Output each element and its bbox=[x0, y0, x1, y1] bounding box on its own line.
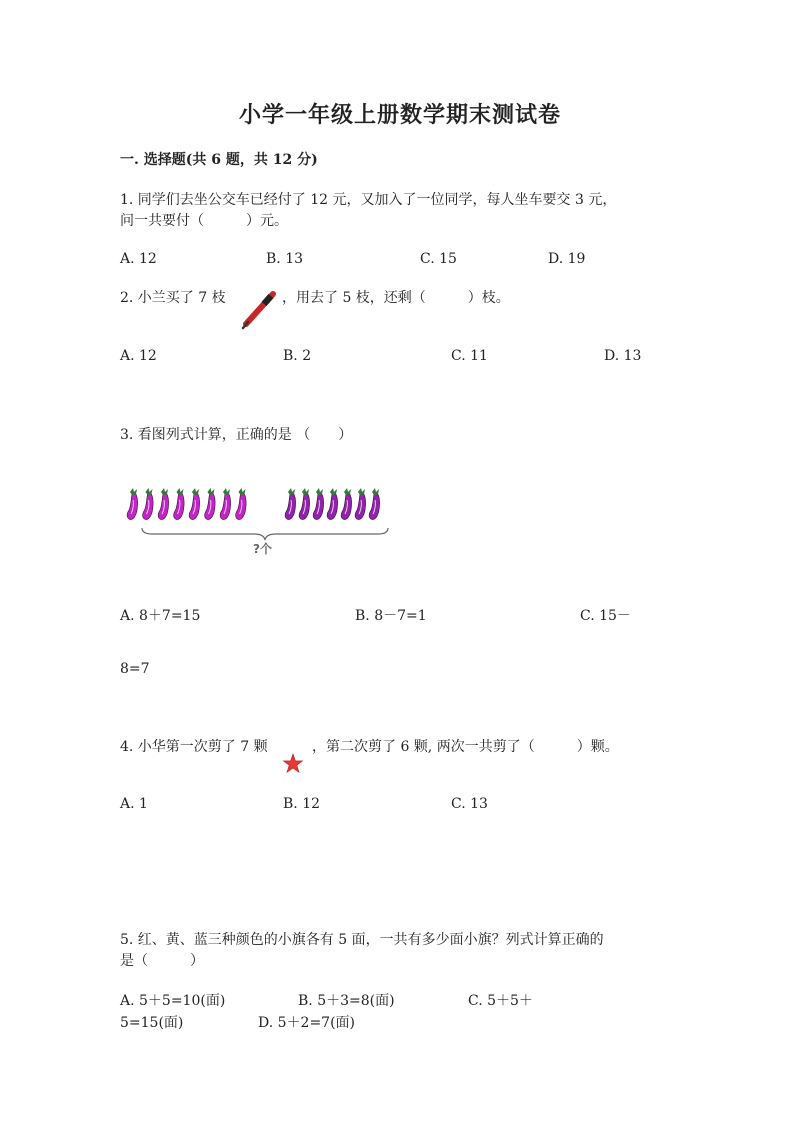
eggplant-icon bbox=[189, 488, 199, 520]
question-5-option-c: C. 5＋5＋ bbox=[468, 993, 533, 1009]
question-4-option-c: C. 13 bbox=[451, 796, 488, 812]
eggplant-icon bbox=[127, 488, 137, 520]
question-2-text-after: ，用去了 5 枝，还剩（ ）枝。 bbox=[282, 290, 510, 306]
question-3-text: 3. 看图列式计算，正确的是 （ ） bbox=[120, 427, 353, 443]
eggplant-icon bbox=[327, 488, 337, 520]
question-5-option-d: D. 5＋2=7(面) bbox=[258, 1015, 356, 1031]
question-5-option-c-continued: 5=15(面) bbox=[120, 1015, 184, 1031]
question-1-line-1: 1. 同学们去坐公交车已经付了 12 元，又加入了一位同学，每人坐车要交 3 元， bbox=[120, 192, 617, 208]
question-2-option-c: C. 11 bbox=[451, 348, 488, 364]
question-4-option-a: A. 1 bbox=[120, 796, 148, 812]
figure-label: ?个 bbox=[253, 542, 272, 556]
page-title: 小学一年级上册数学期末测试卷 bbox=[238, 102, 561, 128]
question-5-option-b: B. 5＋3=8(面) bbox=[298, 993, 395, 1009]
question-3-option-a: A. 8＋7=15 bbox=[120, 608, 201, 624]
eggplant-icon bbox=[313, 488, 323, 520]
question-2-option-a: A. 12 bbox=[120, 348, 157, 364]
eggplant-icon bbox=[341, 488, 351, 520]
eggplant-icon bbox=[236, 488, 246, 520]
question-4-option-b: B. 12 bbox=[283, 796, 321, 812]
question-1-option-d: D. 19 bbox=[548, 251, 586, 267]
question-5-option-a: A. 5＋5=10(面) bbox=[120, 993, 226, 1009]
eggplant-icon bbox=[158, 488, 168, 520]
question-2-text-before: 2. 小兰买了 7 枝 bbox=[120, 290, 226, 306]
eggplant-icon bbox=[355, 488, 365, 520]
question-4-text-before: 4. 小华第一次剪了 7 颗 bbox=[120, 739, 268, 755]
question-2-option-b: B. 2 bbox=[283, 348, 312, 364]
section-heading: 一. 选择题(共 6 题，共 12 分) bbox=[120, 152, 318, 168]
eggplant-figure bbox=[126, 486, 396, 526]
eggplant-icon bbox=[205, 488, 215, 520]
question-1-line-2: 问一共要付（ ）元。 bbox=[120, 213, 288, 229]
question-1-option-a: A. 12 bbox=[120, 251, 157, 267]
eggplant-icon bbox=[220, 488, 230, 520]
pen-icon bbox=[240, 290, 278, 330]
question-4-text-after: ，第二次剪了 6 颗, 两次一共剪了（ ）颗。 bbox=[312, 739, 619, 755]
question-5-line-2: 是（ ） bbox=[120, 953, 204, 969]
eggplant-icon bbox=[174, 488, 184, 520]
question-3-option-c: C. 15－ bbox=[580, 608, 631, 624]
eggplant-icon bbox=[143, 488, 153, 520]
eggplant-icon bbox=[285, 488, 295, 520]
star-icon bbox=[283, 754, 303, 773]
eggplant-icon bbox=[299, 488, 309, 520]
question-1-option-b: B. 13 bbox=[266, 251, 304, 267]
question-1-option-c: C. 15 bbox=[420, 251, 457, 267]
question-3-option-c-continued: 8=7 bbox=[120, 661, 150, 677]
question-3-option-b: B. 8－7=1 bbox=[355, 608, 427, 624]
question-2-option-d: D. 13 bbox=[604, 348, 642, 364]
eggplant-icon bbox=[369, 488, 379, 520]
question-5-line-1: 5. 红、黄、蓝三种颜色的小旗各有 5 面，一共有多少面小旗？列式计算正确的 bbox=[120, 932, 604, 948]
